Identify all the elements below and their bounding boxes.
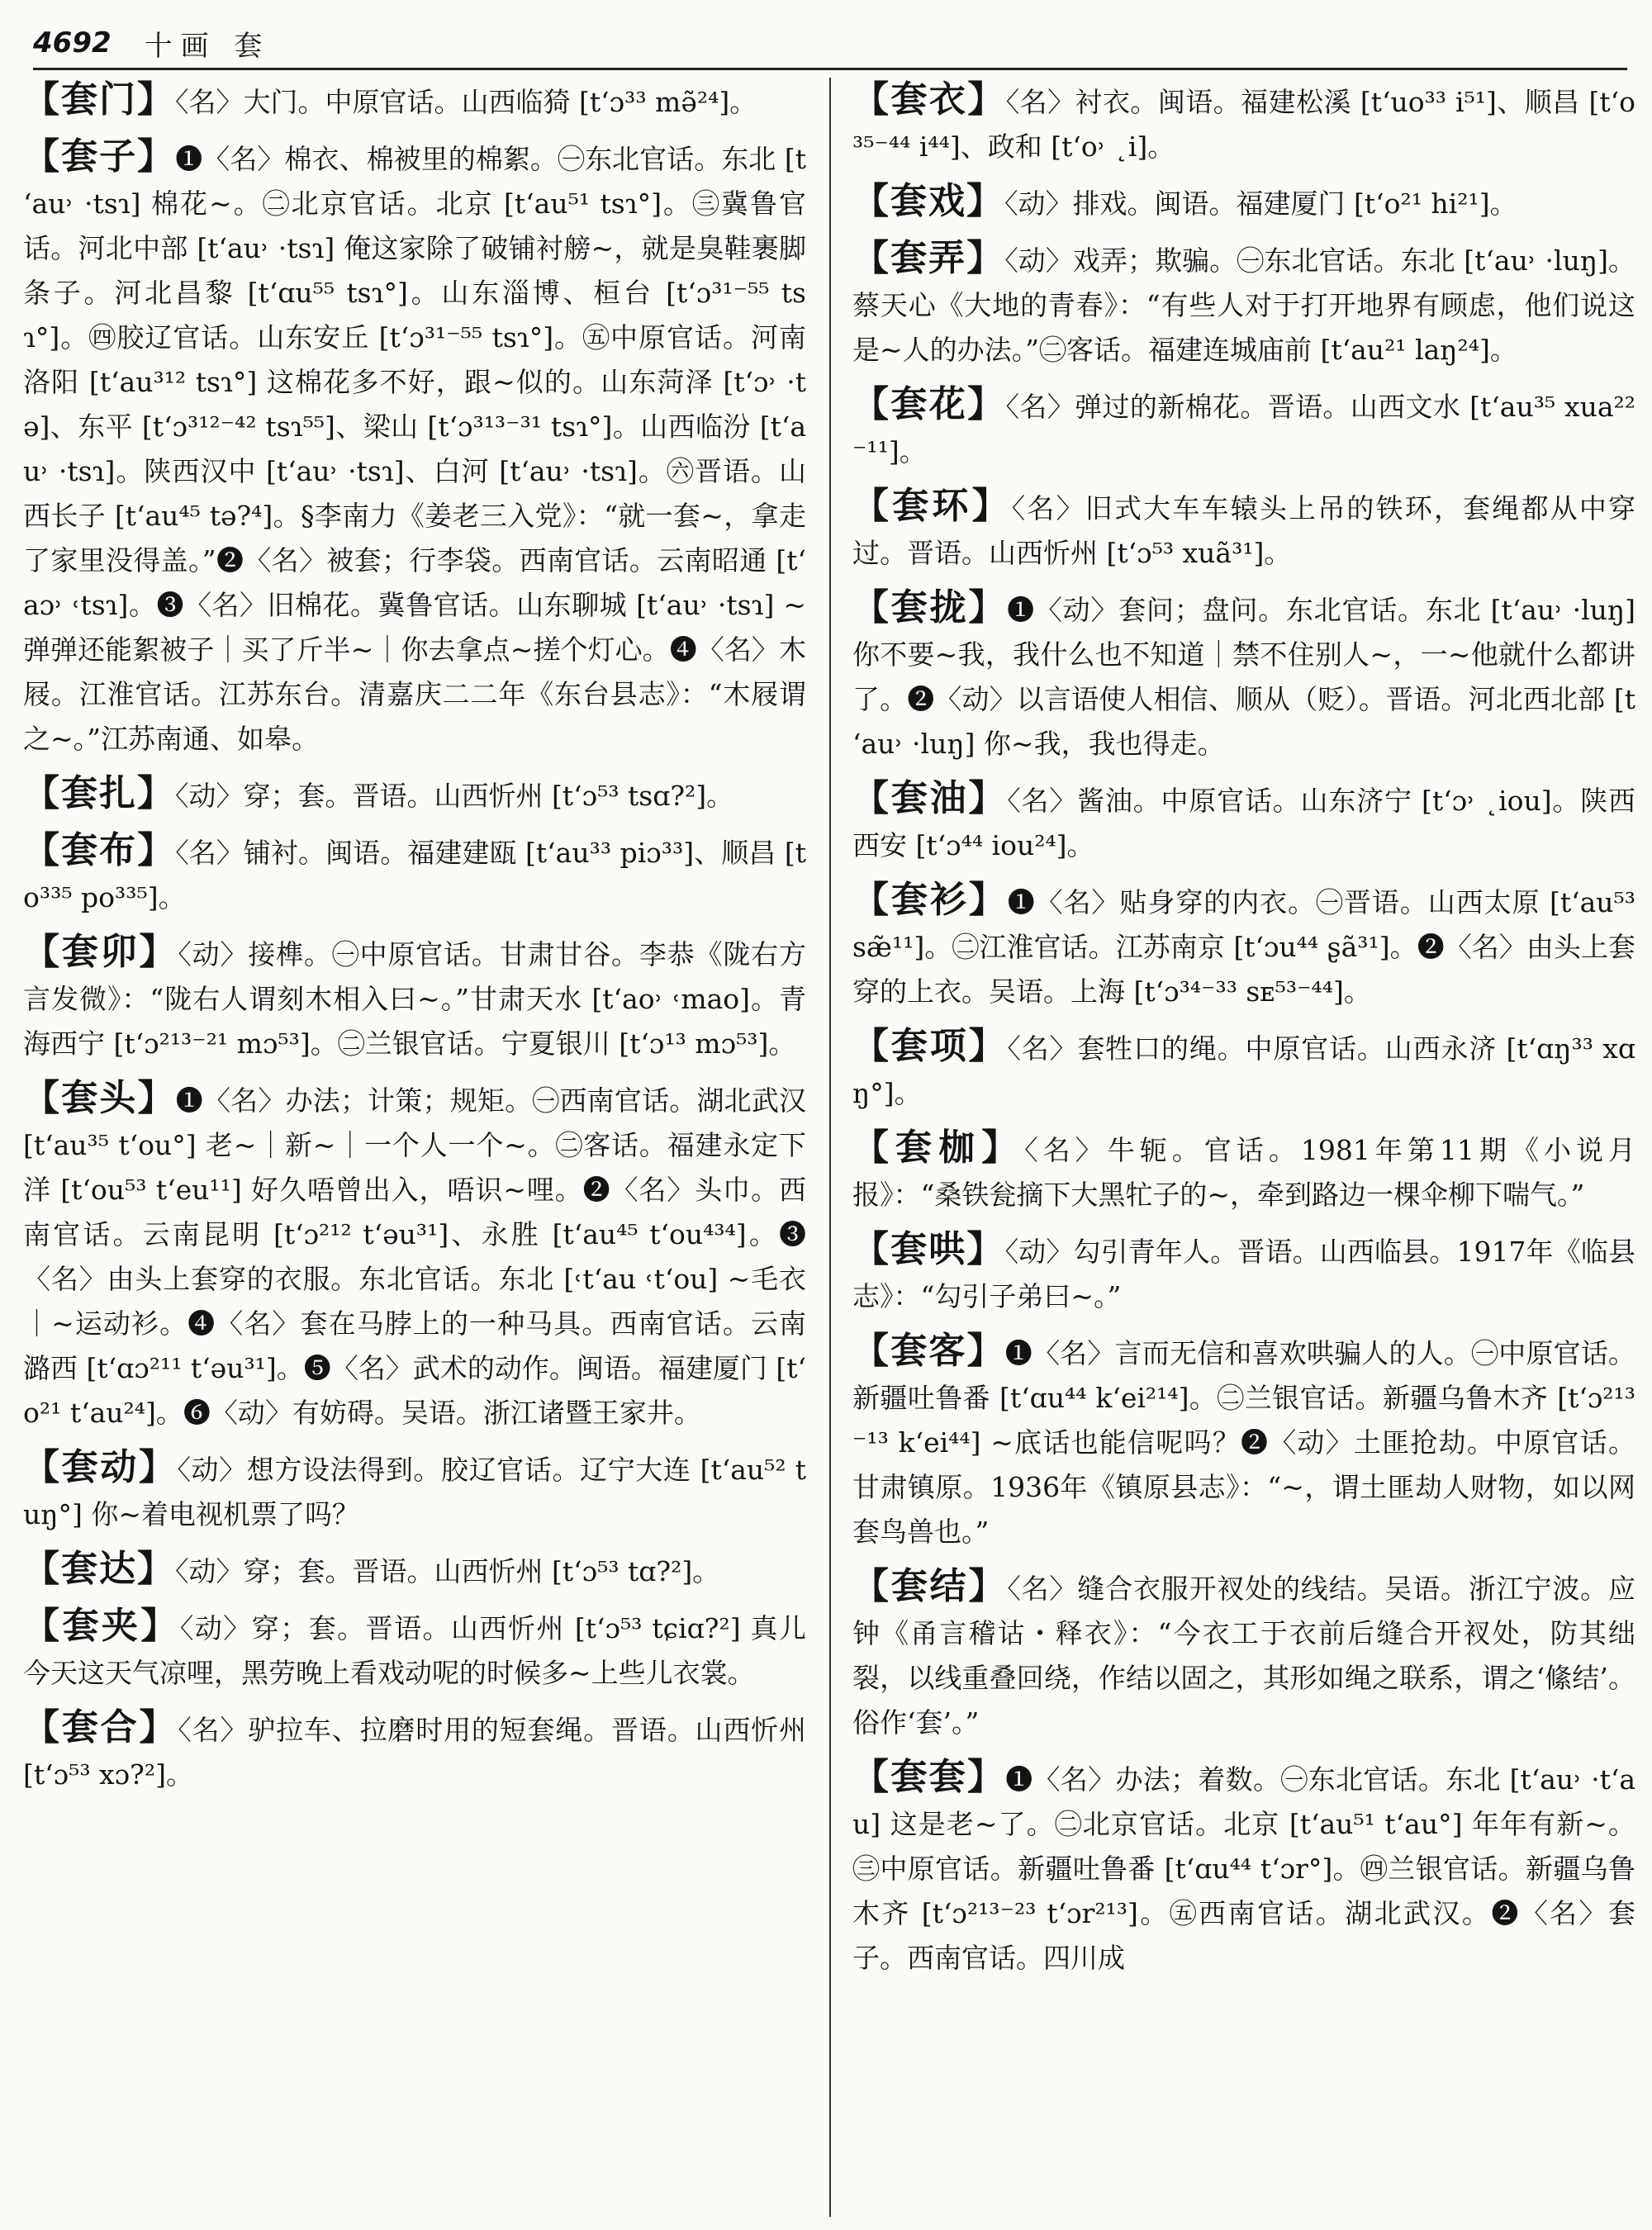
dictionary-entry [23, 1076, 806, 1435]
entry-headword: 【 套枷 】 [852, 1127, 1024, 1169]
dictionary-entry [852, 776, 1635, 868]
entry-headword: 【 套头 】 [23, 1077, 176, 1119]
entry-definition: 〈动〉想方设法得到。胶辽官话。辽宁大连 [tʻau⁵² tuŋ°] 你~着电视机票了吗？ [23, 1454, 806, 1530]
entry-definition: ❶〈名〉办法；计策；规矩。㊀西南官话。湖北武汉 [tʻau³⁵ tʻou°] 老~｜新~｜一个人一个~。㊁客话。福建永定下洋 [tʻou⁵³ tʻeu¹¹] 好久唔曾出入，唔识~哩。❷〈名〉头巾。西南官话。云南昆明 [tʻɔ²¹² tʻəu³¹]、永胜 [tʻau⁴⁵ tʻou⁴³⁴]。❸〈名〉由头上套穿的衣服。东北官话。东北 [˓tʻau ˓tʻou] ~毛衣｜~运动衫。❹〈名〉套在马脖上的一种马具。西南官话。云南潞西 [tʻɑɔ²¹¹ tʻəu³¹]。❺〈名〉武术的动作。闽语。福建厦门 [tʻo²¹ tʻau²⁴]。❻〈动〉有妨碍。吴语。浙江诸暨王家井。 [23, 1084, 806, 1429]
page-header [33, 18, 1627, 70]
entry-definition: 〈名〉衬衣。闽语。福建松溪 [tʻuo³³ i⁵¹]、顺昌 [tʻo³⁵⁻⁴⁴ i⁴⁴]、政和 [tʻo˒ ˛i]。 [852, 86, 1635, 163]
entry-headword: 【 套哄 】 [852, 1228, 1005, 1270]
entry-definition: 〈名〉驴拉车、拉磨时用的短套绳。晋语。山西忻州 [tʻɔ⁵³ xɔ?²]。 [23, 1714, 806, 1791]
dictionary-entry [23, 1604, 806, 1696]
dictionary-entry [23, 1547, 806, 1594]
column-divider [829, 78, 831, 2217]
dictionary-entry [852, 236, 1635, 372]
dictionary-entry [852, 1755, 1635, 1981]
entry-headword: 【 套衫 】 [852, 879, 1008, 921]
entry-headword: 【 套布 】 [23, 829, 175, 871]
entry-definition: 〈动〉穿；套。晋语。山西忻州 [tʻɔ⁵³ tɕiɑ?²] 真儿今天这天气凉哩，黑劳晚上看戏动呢的时候多~上些儿衣裳。 [23, 1612, 806, 1689]
entry-definition: 〈动〉穿；套。晋语。山西忻州 [tʻɔ⁵³ tɑ?²]。 [175, 1555, 720, 1587]
entry-headword: 【 套扎 】 [23, 772, 175, 814]
entry-definition: 〈动〉穿；套。晋语。山西忻州 [tʻɔ⁵³ tsɑ?²]。 [175, 780, 734, 812]
entry-headword: 【 套子 】 [23, 135, 175, 178]
entry-headword: 【 套门 】 [23, 78, 175, 121]
dictionary-entry [23, 1706, 806, 1797]
dictionary-entry [852, 1227, 1635, 1319]
entry-headword: 【 套套 】 [852, 1756, 1005, 1798]
dictionary-entry [23, 828, 806, 920]
entry-definition: 〈名〉缝合衣服开衩处的线结。吴语。浙江宁波。应钟《甬言稽诂・释衣》：“今衣工于衣前后缝合开衩处，防其绌裂，以线重叠回绕，作结以固之，其形如绳之联系，谓之‘絛结’。俗作‘套’。” [852, 1573, 1635, 1739]
entry-definition: ❶〈名〉言而无信和喜欢哄骗人的人。㊀中原官话。新疆吐鲁番 [tʻɑu⁴⁴ kʻei²¹⁴]。㊁兰银官话。新疆乌鲁木齐 [tʻɔ²¹³⁻¹³ kʻei⁴⁴] ~底话也能信呢吗？❷〈动〉土匪抢劫。中原官话。甘肃镇原。1936年《镇原县志》：“~，谓土匪劫人财物，如以网套鸟兽也。” [852, 1337, 1635, 1548]
dictionary-entry [852, 1329, 1635, 1554]
entry-headword: 【 套弄 】 [852, 237, 1004, 279]
entry-definition: 〈动〉勾引青年人。晋语。山西临县。1917年《临县志》：“勾引子弟曰~。” [852, 1236, 1635, 1312]
entry-definition: 〈名〉酱油。中原官话。山东济宁 [tʻɔ˒ ˛iou]。陕西西安 [tʻɔ⁴⁴ iou²⁴]。 [852, 785, 1635, 861]
entry-headword: 【 套项 】 [852, 1025, 1007, 1067]
entry-headword: 【 套夹 】 [23, 1605, 180, 1647]
dictionary-entry [852, 586, 1635, 766]
entry-headword: 【 套花 】 [852, 383, 1006, 425]
dictionary-entry [23, 930, 806, 1066]
entry-headword: 【 套达 】 [23, 1548, 175, 1590]
entry-headword: 【 套油 】 [852, 777, 1007, 819]
entry-headword: 【 套动 】 [23, 1446, 177, 1488]
entry-definition: 〈动〉接榫。㊀中原官话。甘肃甘谷。李恭《陇右方言发微》：“陇右人谓刻木相入曰~。”甘肃天水 [tʻao˒ ˓mao]。青海西宁 [tʻɔ²¹³⁻²¹ mɔ⁵³]。㊁兰银官话。宁夏银川 [tʻɔ¹³ mɔ⁵³]。 [23, 938, 806, 1060]
entry-definition: 〈名〉大门。中原官话。山西临猗 [tʻɔ³³ mə̃²⁴]。 [175, 86, 757, 118]
entry-definition: 〈名〉套牲口的绳。中原官话。山西永济 [tʻɑŋ³³ xɑŋ°]。 [852, 1032, 1635, 1109]
entry-definition: ❶〈名〉棉衣、棉被里的棉絮。㊀东北官话。东北 [tʻau˒ ·tsɿ] 棉花~。㊁北京官话。北京 [tʻau⁵¹ tsɿ°]。㊂冀鲁官话。河北中部 [tʻau˒ ·tsɿ] 俺这家除了破铺衬艕~，就是臭鞋裹脚条子。河北昌黎 [tʻɑu⁵⁵ tsɿ°]。山东淄博、桓台 [tʻɔ³¹⁻⁵⁵ tsɿ°]。㊃胶辽官话。山东安丘 [tʻɔ³¹⁻⁵⁵ tsɿ°]。㊄中原官话。河南洛阳 [tʻau³¹² tsɿ°] 这棉花多不好，跟~似的。山东菏泽 [tʻɔ˒ ·tə]、东平 [tʻɔ³¹²⁻⁴² tsɿ⁵⁵]、梁山 [tʻɔ³¹³⁻³¹ tsɿ°]。山西临汾 [tʻau˒ ·tsɿ]。陕西汉中 [tʻau˒ ·tsɿ]、白河 [tʻau˒ ·tsɿ]。㊅晋语。山西长子 [tʻau⁴⁵ tə?⁴]。§李南力《姜老三入党》：“就一套~，拿走了家里没得盖。”❷〈名〉被套；行李袋。西南官话。云南昭通 [tʻaɔ˒ ˓tsɿ]。❸〈名〉旧棉花。冀鲁官话。山东聊城 [tʻau˒ ·tsɿ] ~弹弹还能絮被子｜买了斤半~｜你去拿点~搓个灯心。❹〈名〉木屐。江淮官话。江苏东台。清嘉庆二二年《东台县志》：“木屐谓之~。”江苏南通、如皋。 [23, 143, 806, 755]
dictionary-entry [23, 771, 806, 818]
entry-headword: 【 套衣 】 [852, 78, 1006, 121]
entry-headword: 【 套客 】 [852, 1330, 1005, 1372]
dictionary-entry [852, 78, 1635, 169]
dictionary-entry [852, 484, 1635, 576]
page-number: 4692 [33, 26, 112, 59]
entry-definition: 〈名〉牛轭。官话。1981年第11期《小说月报》：“桑铁瓮摘下大黑牤子的~，牵到路边一棵伞柳下喘气。” [852, 1134, 1635, 1211]
dictionary-entry [852, 1024, 1635, 1116]
dictionary-entry [852, 1126, 1635, 1217]
entry-definition: ❶〈动〉套问；盘问。东北官话。东北 [tʻau˒ ·luŋ] 你不要~我，我什么也不知道｜禁不住别人~，一~他就什么都讲了。❷〈动〉以言语使人相信、顺从（贬）。晋语。河北西北部 [tʻau˒ ·luŋ] 你~我，我也得走。 [852, 594, 1635, 760]
entry-definition: 〈名〉弹过的新棉花。晋语。山西文水 [tʻau³⁵ xua²²⁻¹¹]。 [852, 391, 1635, 467]
entry-headword: 【 套合 】 [23, 1706, 178, 1748]
entry-definition: ❶〈名〉办法；着数。㊀东北官话。东北 [tʻau˒ ·tʻau] 这是老~了。㊁北京官话。北京 [tʻau⁵¹ tʻau°] 年年有新~。㊂中原官话。新疆吐鲁番 [tʻɑu⁴⁴ tʻɔr°]。㊃兰银官话。新疆乌鲁木齐 [tʻɔ²¹³⁻²³ tʻɔr²¹³]。㊄西南官话。湖北武汉。❷〈名〉套子。西南官话。四川成 [852, 1763, 1635, 1974]
entry-headword: 【 套结 】 [852, 1565, 1007, 1607]
entry-definition: 〈动〉排戏。闽语。福建厦门 [tʻo²¹ hi²¹]。 [1004, 187, 1517, 220]
entry-definition: 〈动〉戏弄；欺骗。㊀东北官话。东北 [tʻau˒ ·luŋ]。蔡天心《大地的青春》：“有些人对于打开地界有顾虑，他们说这是~人的办法。”㊁客话。福建连城庙前 [tʻau²¹ laŋ²⁴]。 [852, 244, 1635, 366]
dictionary-entry [23, 135, 806, 762]
dictionary-entry [23, 78, 806, 125]
section-title: 十画 套 [144, 29, 271, 63]
entry-definition: 〈名〉铺衬。闽语。福建建瓯 [tʻau³³ piɔ³³]、顺昌 [to³³⁵ po³³⁵]。 [23, 837, 806, 913]
entry-headword: 【 套拢 】 [852, 586, 1007, 629]
dictionary-entry [852, 878, 1635, 1014]
dictionary-entry [23, 1445, 806, 1537]
entry-definition: ❶〈名〉贴身穿的内衣。㊀晋语。山西太原 [tʻau⁵³ sæ̃¹¹]。㊁江淮官话。江苏南京 [tʻɔu⁴⁴ ʂã³¹]。❷〈名〉由头上套穿的上衣。吴语。上海 [tʻɔ³⁴⁻³³ sᴇ⁵³⁻⁴⁴]。 [852, 886, 1635, 1008]
left-column [23, 78, 806, 2217]
dictionary-entry [852, 179, 1635, 226]
entry-definition: 〈名〉旧式大车车辕头上吊的铁环，套绳都从中穿过。晋语。山西忻州 [tʻɔ⁵³ xuã³¹]。 [852, 492, 1635, 569]
right-column [852, 78, 1635, 2217]
dictionary-entry [852, 382, 1635, 474]
entry-headword: 【 套卯 】 [23, 931, 178, 973]
entry-headword: 【 套环 】 [852, 485, 1012, 527]
dictionary-entry [852, 1564, 1635, 1745]
entry-headword: 【 套戏 】 [852, 180, 1004, 222]
